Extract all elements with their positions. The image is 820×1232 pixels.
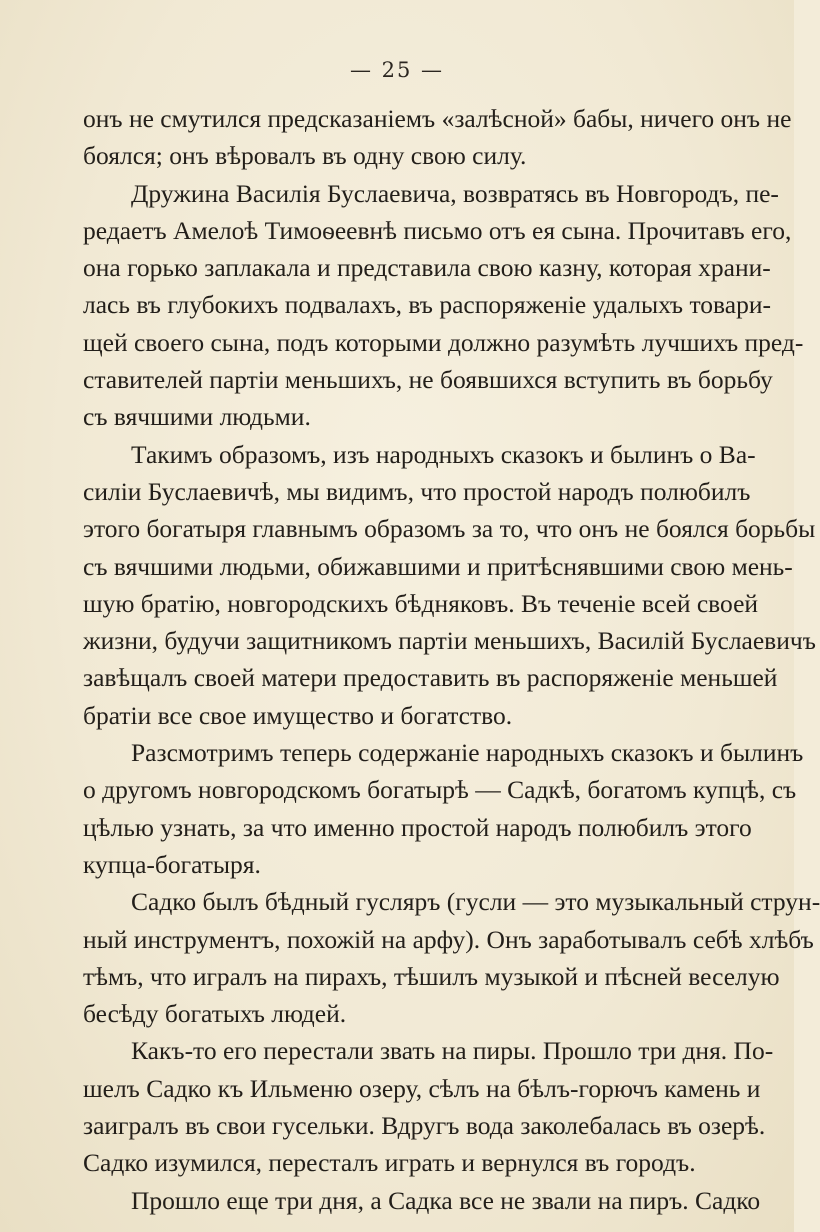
text-line: жизни, будучи защитникомъ партіи меньшихъ, Василій Буслаевичъ bbox=[83, 626, 816, 656]
text-line: съ вячшими людьми, обижавшими и притѣснявшими свою мень- bbox=[83, 551, 793, 581]
body-text bbox=[83, 100, 820, 1219]
text-line: онъ не смутился предсказаніемъ «залѣсной» бабы, ничего онъ не bbox=[83, 104, 792, 133]
text-line: Прошло еще три дня, а Садка все не звали на пиръ. Садко bbox=[131, 1185, 761, 1215]
text-line: о другомъ новгородскомъ богатырѣ — Садкѣ, богатомъ купцѣ, съ bbox=[83, 775, 797, 805]
text-line: Дружина Василія Буслаевича, возвратясь въ Новгородъ, пе- bbox=[131, 178, 779, 208]
text-line: Садко изумился, пересталъ играть и вернулся въ городъ. bbox=[83, 1148, 696, 1178]
text-line: щей своего сына, подъ которыми должно разумѣть лучшихъ пред- bbox=[83, 327, 804, 357]
text-line: Такимъ образомъ, изъ народныхъ сказокъ и былинъ о Ва- bbox=[131, 439, 756, 469]
text-line: завѣщалъ своей матери предоставить въ распоряженіе меньшей bbox=[83, 663, 778, 693]
text-line: съ вячшими людьми. bbox=[83, 402, 311, 432]
text-line: шую братію, новгородскихъ бѣдняковъ. Въ теченіе всей своей bbox=[83, 588, 759, 618]
text-line: ставителей партіи меньшихъ, не боявшихся вступить въ борьбу bbox=[83, 365, 773, 395]
text-line: цѣлью узнать, за что именно простой народъ полюбилъ этого bbox=[83, 812, 752, 842]
text-line: купца-богатыря. bbox=[83, 849, 261, 879]
text-line: Разсмотримъ теперь содержаніе народныхъ сказокъ и былинъ bbox=[131, 738, 804, 768]
text-line: Садко былъ бѣдный гусляръ (гусли — это музыкальный струн- bbox=[131, 887, 820, 917]
text-line: силіи Буслаевичѣ, мы видимъ, что простой народъ полюбилъ bbox=[83, 476, 751, 506]
text-line: лась въ глубокихъ подвалахъ, въ распоряженіе удалыхъ товари- bbox=[83, 290, 771, 320]
text-line: братіи все свое имущество и богатство. bbox=[83, 700, 513, 730]
text-line: бесѣду богатыхъ людей. bbox=[83, 999, 347, 1029]
text-line: этого богатыря главнымъ образомъ за то, что онъ не боялся борьбы bbox=[83, 514, 816, 544]
page-number: — 25 — bbox=[349, 58, 445, 82]
text-line: шелъ Садко къ Ильменю озеру, сѣлъ на бѣлъ-горючъ камень и bbox=[83, 1073, 761, 1103]
text-line: Какъ-то его перестали звать на пиры. Прошло три дня. По- bbox=[131, 1036, 774, 1066]
text-line: ный инструментъ, похожій на арфу). Онъ заработывалъ себѣ хлѣбъ bbox=[83, 924, 814, 954]
text-line: редаетъ Амелоѣ Тимоѳеевнѣ письмо отъ ея сына. Прочитавъ его, bbox=[83, 215, 792, 245]
text-line: тѣмъ, что игралъ на пирахъ, тѣшилъ музыкой и пѣсней веселую bbox=[83, 961, 780, 991]
text-line: боялся; онъ вѣровалъ въ одну свою силу. bbox=[83, 141, 527, 171]
text-line: она горько заплакала и представила свою казну, которая храни- bbox=[83, 253, 771, 283]
text-line: заигралъ въ свои гусельки. Вдругъ вода заколебалась въ озерѣ. bbox=[83, 1111, 766, 1141]
